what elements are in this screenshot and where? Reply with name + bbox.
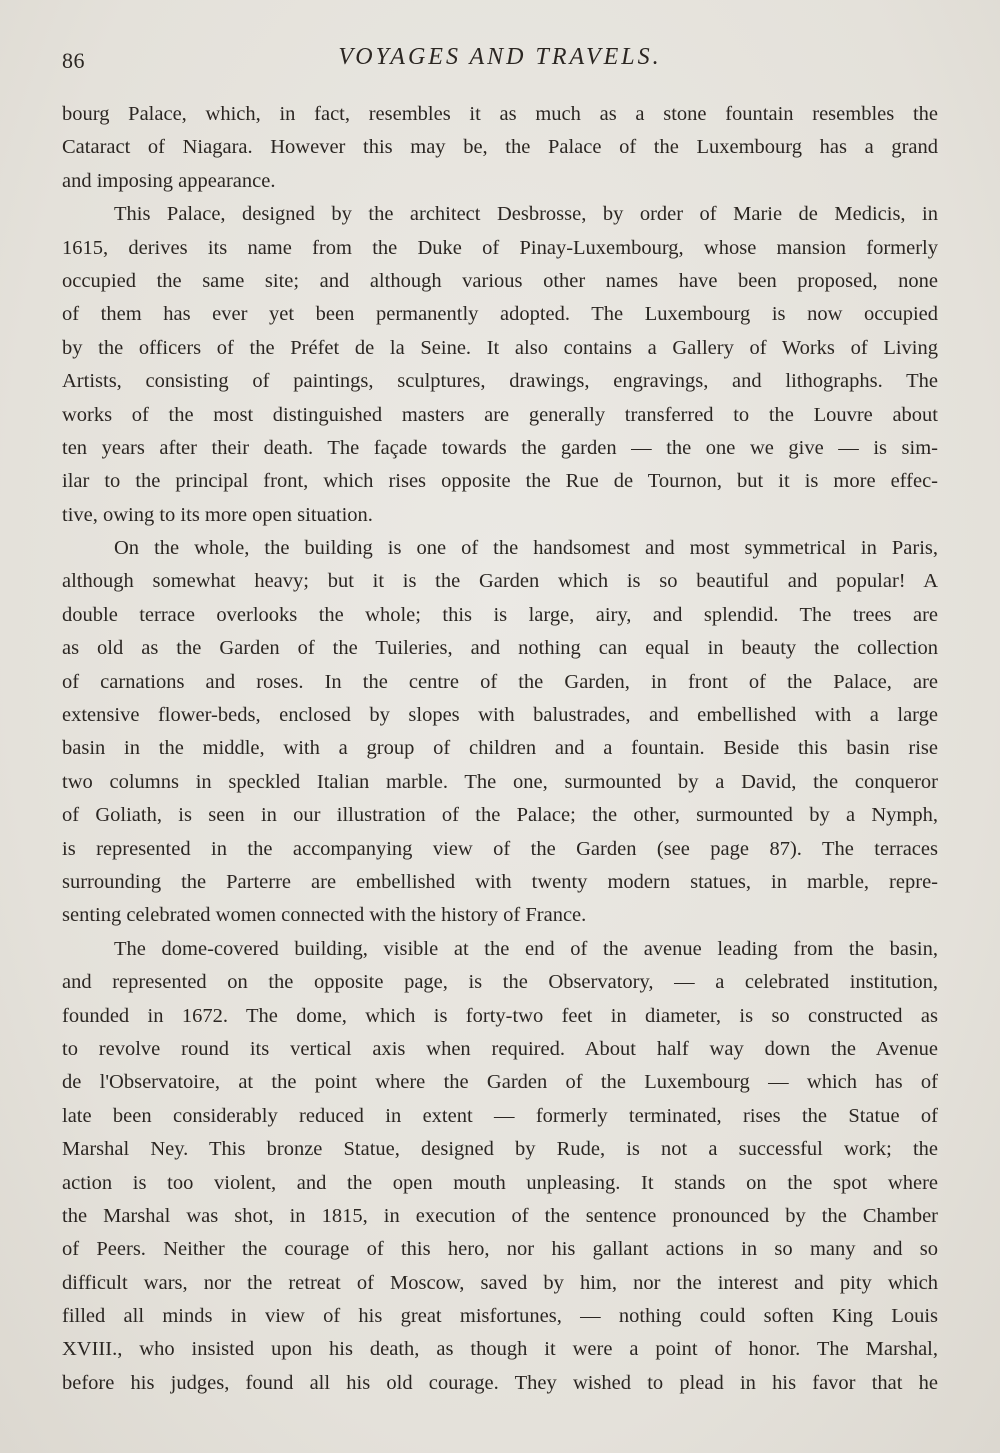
text-line: On the whole, the building is one of the handsomest and most symmetrical in Paris, [114,537,938,560]
text-line: works of the most distinguished masters are generally transferred to the Louvre about [62,403,938,426]
text-line: late been considerably reduced in extent — formerly terminated, rises the Statue of [62,1104,938,1127]
text-line: 1615, derives its name from the Duke of Pinay-Luxembourg, whose mansion formerly [62,236,938,259]
text-line: occupied the same site; and although various other names have been proposed, none [62,269,938,292]
text-line: by the officers of the Préfet de la Seine. It also contains a Gallery of Works of Living [62,336,938,359]
text-line: filled all minds in view of his great misfortunes, — nothing could soften King Louis [62,1305,938,1328]
text-line: of Peers. Neither the courage of this hero, nor his gallant actions in so many and so [62,1238,938,1261]
text-line: founded in 1672. The dome, which is forty-two feet in diameter, is so constructed as [62,1004,938,1027]
text-line: the Marshal was shot, in 1815, in execution of the sentence pronounced by the Chamber [62,1204,938,1227]
text-line: tive, owing to its more open situation. [62,503,373,526]
page-header [62,44,938,84]
text-line: extensive flower-beds, enclosed by slopes with balustrades, and embellished with a large [62,704,938,727]
text-line: is represented in the accompanying view of the Garden (see page 87). The terraces [62,837,938,860]
text-line: as old as the Garden of the Tuileries, and nothing can equal in beauty the collection [62,637,938,660]
text-line: This Palace, designed by the architect Desbrosse, by order of Marie de Medicis, in [114,203,938,226]
text-line: surrounding the Parterre are embellished with twenty modern statues, in marble, repre- [62,870,938,893]
text-line: ilar to the principal front, which rises opposite the Rue de Tournon, but it is more effec- [62,470,938,493]
text-line: Marshal Ney. This bronze Statue, designed by Rude, is not a successful work; the [62,1138,938,1161]
text-line: XVIII., who insisted upon his death, as though it were a point of honor. The Marshal, [62,1338,938,1361]
paragraph-4 [62,933,938,1400]
text-line: of carnations and roses. In the centre of the Garden, in front of the Palace, are [62,670,938,693]
text-line: ten years after their death. The façade towards the garden — the one we give — is sim- [62,436,938,459]
text-line: and represented on the opposite page, is the Observatory, — a celebrated institution, [62,971,938,994]
text-line: Artists, consisting of paintings, sculptures, drawings, engravings, and lithographs. The [62,370,938,393]
text-line: although somewhat heavy; but it is the Garden which is so beautiful and popular! A [62,570,938,593]
text-line: Cataract of Niagara. However this may be, the Palace of the Luxembourg has a grand [62,136,938,159]
body-text [62,98,938,1400]
paragraph-3 [62,532,938,933]
text-line: before his judges, found all his old courage. They wished to plead in his favor that he [62,1371,938,1394]
text-line: of Goliath, is seen in our illustration of the Palace; the other, surmounted by a Nymph, [62,804,938,827]
text-line: and imposing appearance. [62,169,276,192]
text-line: double terrace overlooks the whole; this is large, airy, and splendid. The trees are [62,603,938,626]
text-line: bourg Palace, which, in fact, resembles it as much as a stone fountain resembles the [62,103,938,125]
text-line: The dome-covered building, visible at the end of the avenue leading from the basin, [114,937,938,960]
text-line: to revolve round its vertical axis when required. About half way down the Avenue [62,1037,938,1060]
text-line: of them has ever yet been permanently adopted. The Luxembourg is now occupied [62,303,938,326]
text-line: senting celebrated women connected with the history of France. [62,904,587,927]
paragraph-1 [62,98,938,198]
text-line: de l'Observatoire, at the point where the Garden of the Luxembourg — which has of [62,1071,938,1094]
text-line: difficult wars, nor the retreat of Moscow, saved by him, nor the interest and pity which [62,1271,938,1294]
text-line: basin in the middle, with a group of children and a fountain. Beside this basin rise [62,737,938,760]
running-title: VOYAGES AND TRAVELS. [338,44,662,70]
text-line: action is too violent, and the open mouth unpleasing. It stands on the spot where [62,1171,938,1194]
paragraph-2 [62,198,938,532]
text-line: two columns in speckled Italian marble. The one, surmounted by a David, the conqueror [62,770,938,793]
page-number: 86 [62,48,85,73]
